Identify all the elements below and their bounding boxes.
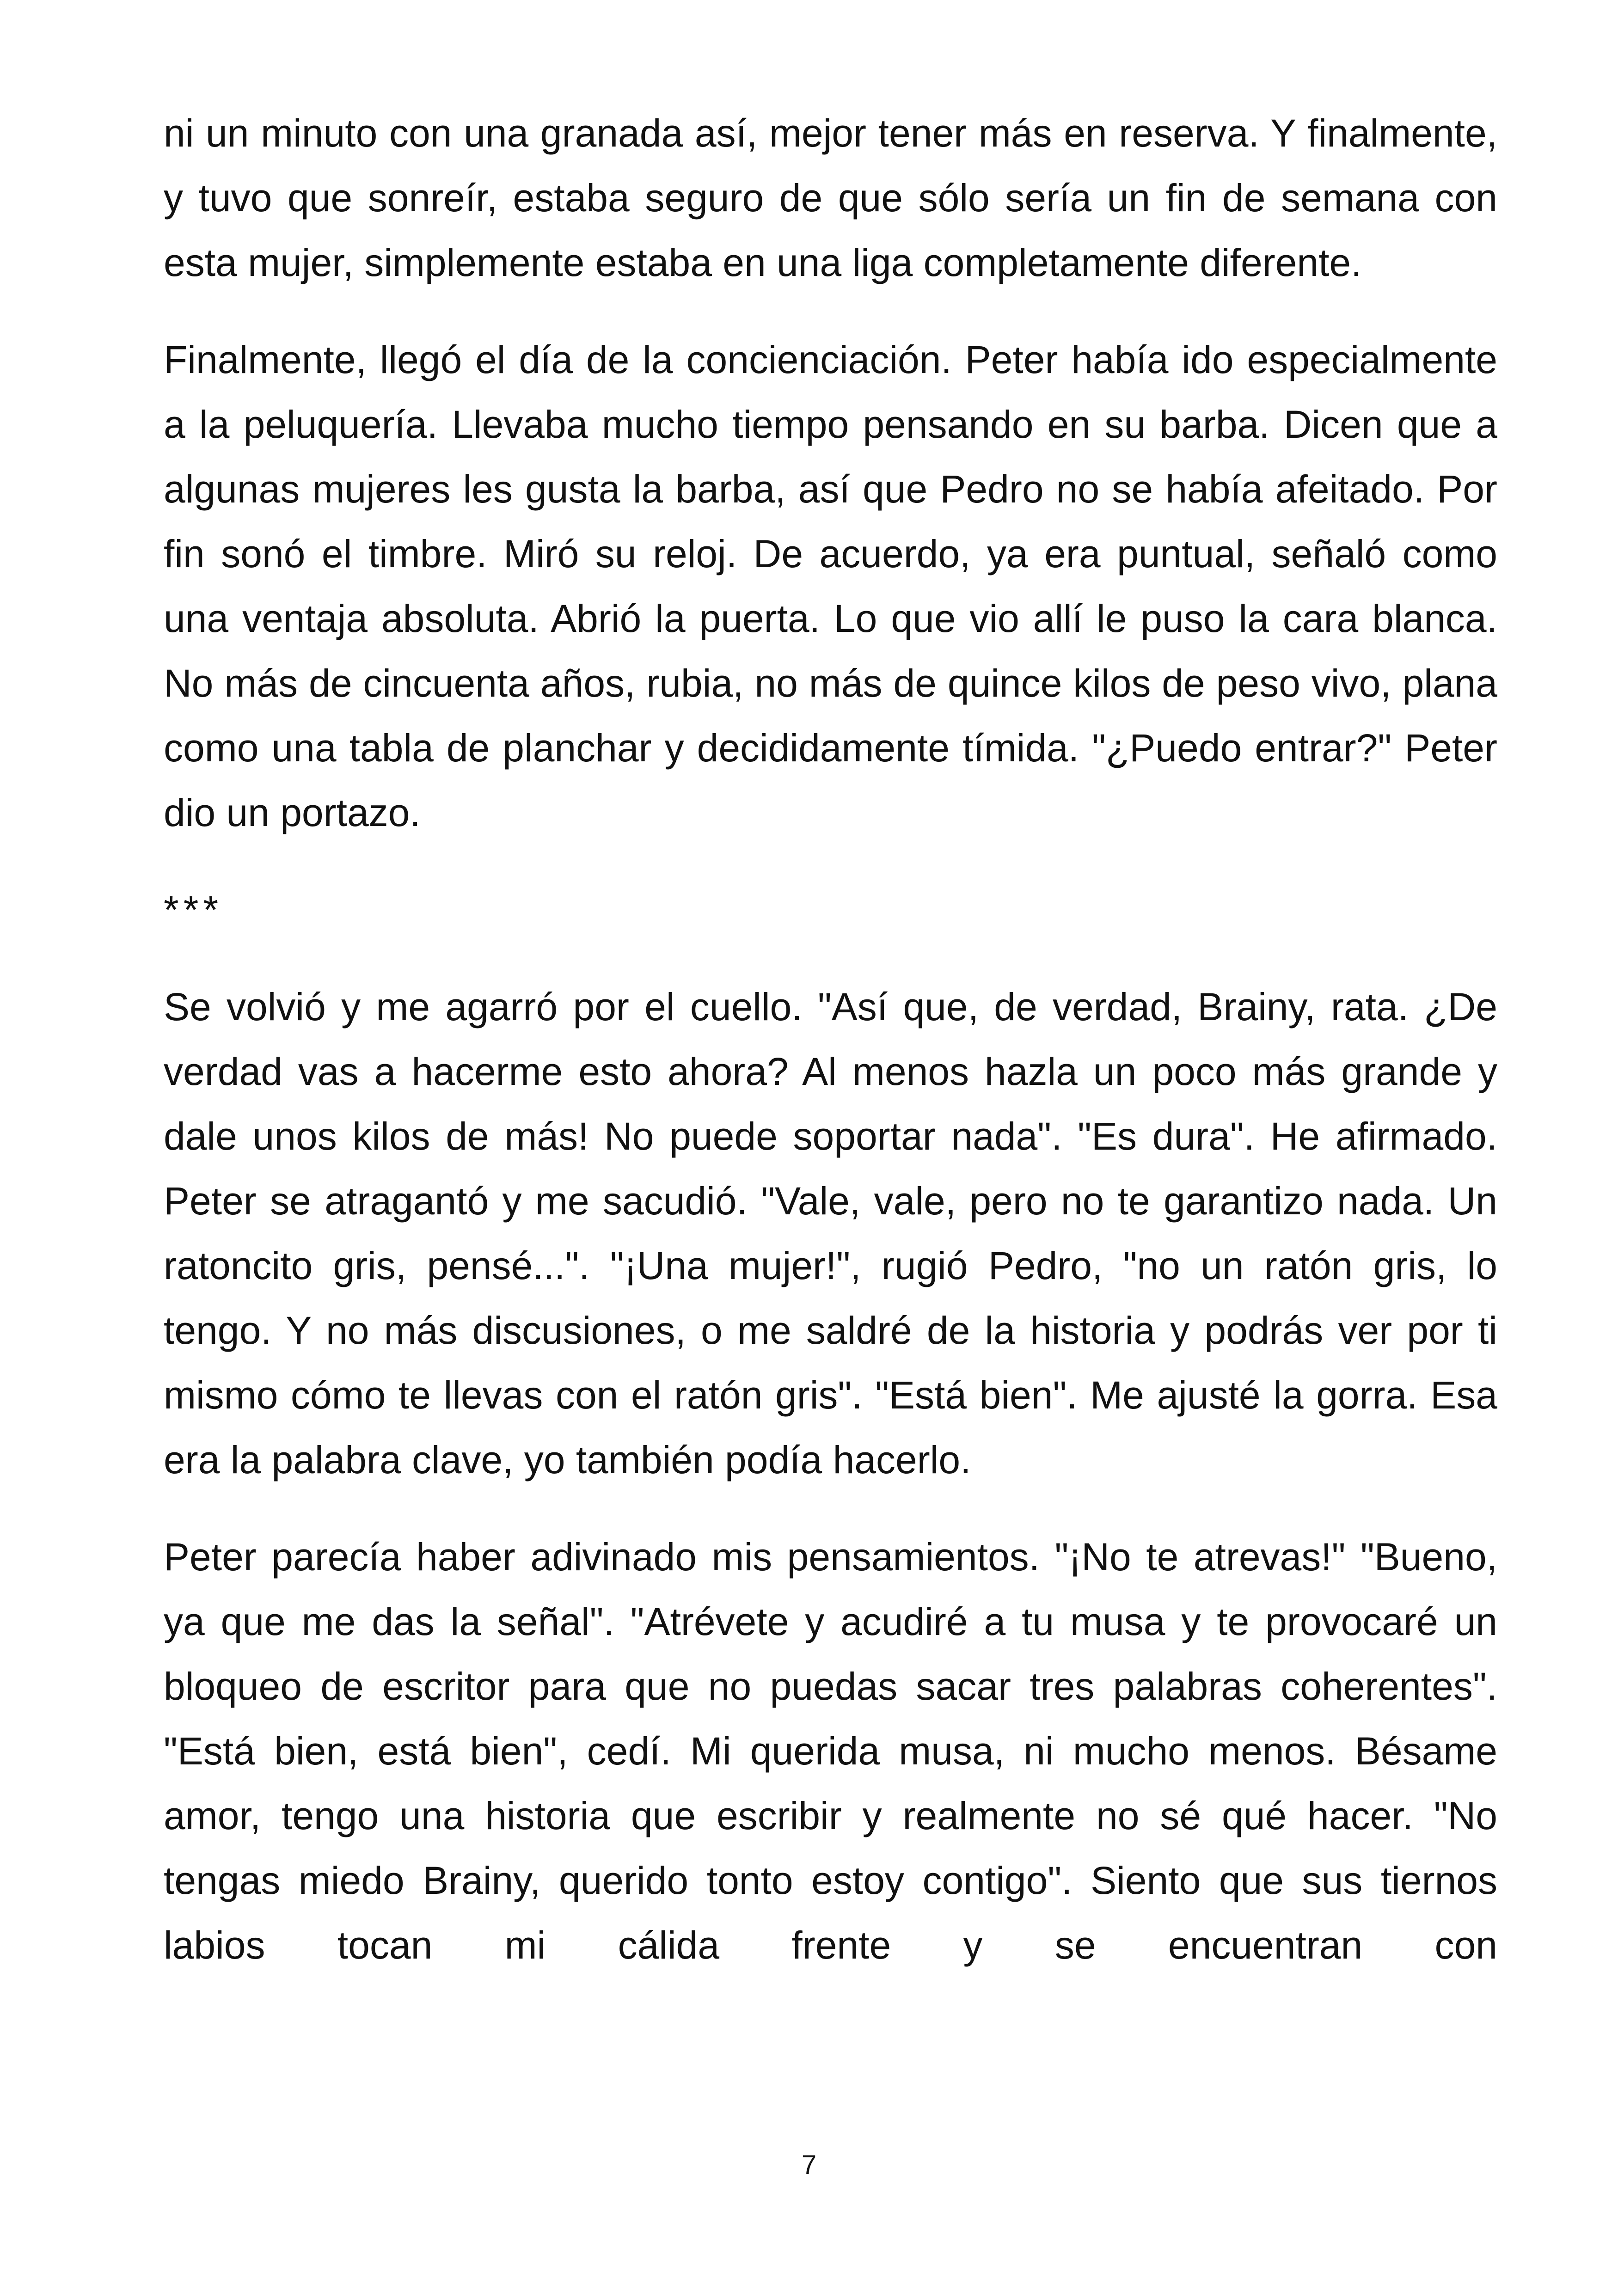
body-text (164, 101, 1497, 1978)
page-number: 7 (801, 2150, 817, 2180)
section-separator: *** (164, 888, 223, 931)
paragraph: ni un minuto con una granada así, mejor tener más en reserva. Y finalmente, y tuvo que sonreír, estaba seguro de que sólo sería un fin de semana con esta mujer, simplemente estaba en una liga completamente diferente. (164, 111, 1497, 284)
paragraph: Peter parecía haber adivinado mis pensamientos. "¡No te atrevas!" "Bueno, ya que me das la señal". "Atrévete y acudiré a tu musa y te provocaré un bloqueo de escritor para que no puedas sacar tres palabras coherentes". "Está bien, está bien", cedí. Mi querida musa, ni mucho menos. Bésame amor, tengo una historia que escribir y realmente no sé qué hacer. "No tengas miedo Brainy, querido tonto estoy contigo". Siento que sus tiernos labios tocan mi cálida frente y se encuentran con (164, 1535, 1497, 1967)
paragraph: Se volvió y me agarró por el cuello. "Así que, de verdad, Brainy, rata. ¿De verdad vas a hacerme esto ahora? Al menos hazla un poco más grande y dale unos kilos de más! No puede soportar nada". "Es dura". He afirmado. Peter se atragantó y me sacudió. "Vale, vale, pero no te garantizo nada. Un ratoncito gris, pensé...". "¡Una mujer!", rugió Pedro, "no un ratón gris, lo tengo. Y no más discusiones, o me saldré de la historia y podrás ver por ti mismo cómo te llevas con el ratón gris". "Está bien". Me ajusté la gorra. Esa era la palabra clave, yo también podía hacerlo. (164, 985, 1497, 1482)
paragraph: Finalmente, llegó el día de la concienciación. Peter había ido especialmente a la peluquería. Llevaba mucho tiempo pensando en su barba. Dicen que a algunas mujeres les gusta la barba, así que Pedro no se había afeitado. Por fin sonó el timbre. Miró su reloj. De acuerdo, ya era puntual, señaló como una ventaja absoluta. Abrió la puerta. Lo que vio allí le puso la cara blanca. No más de cincuenta años, rubia, no más de quince kilos de peso vivo, plana como una tabla de planchar y decididamente tímida. "¿Puedo entrar?" Peter dio un portazo. (164, 338, 1497, 834)
